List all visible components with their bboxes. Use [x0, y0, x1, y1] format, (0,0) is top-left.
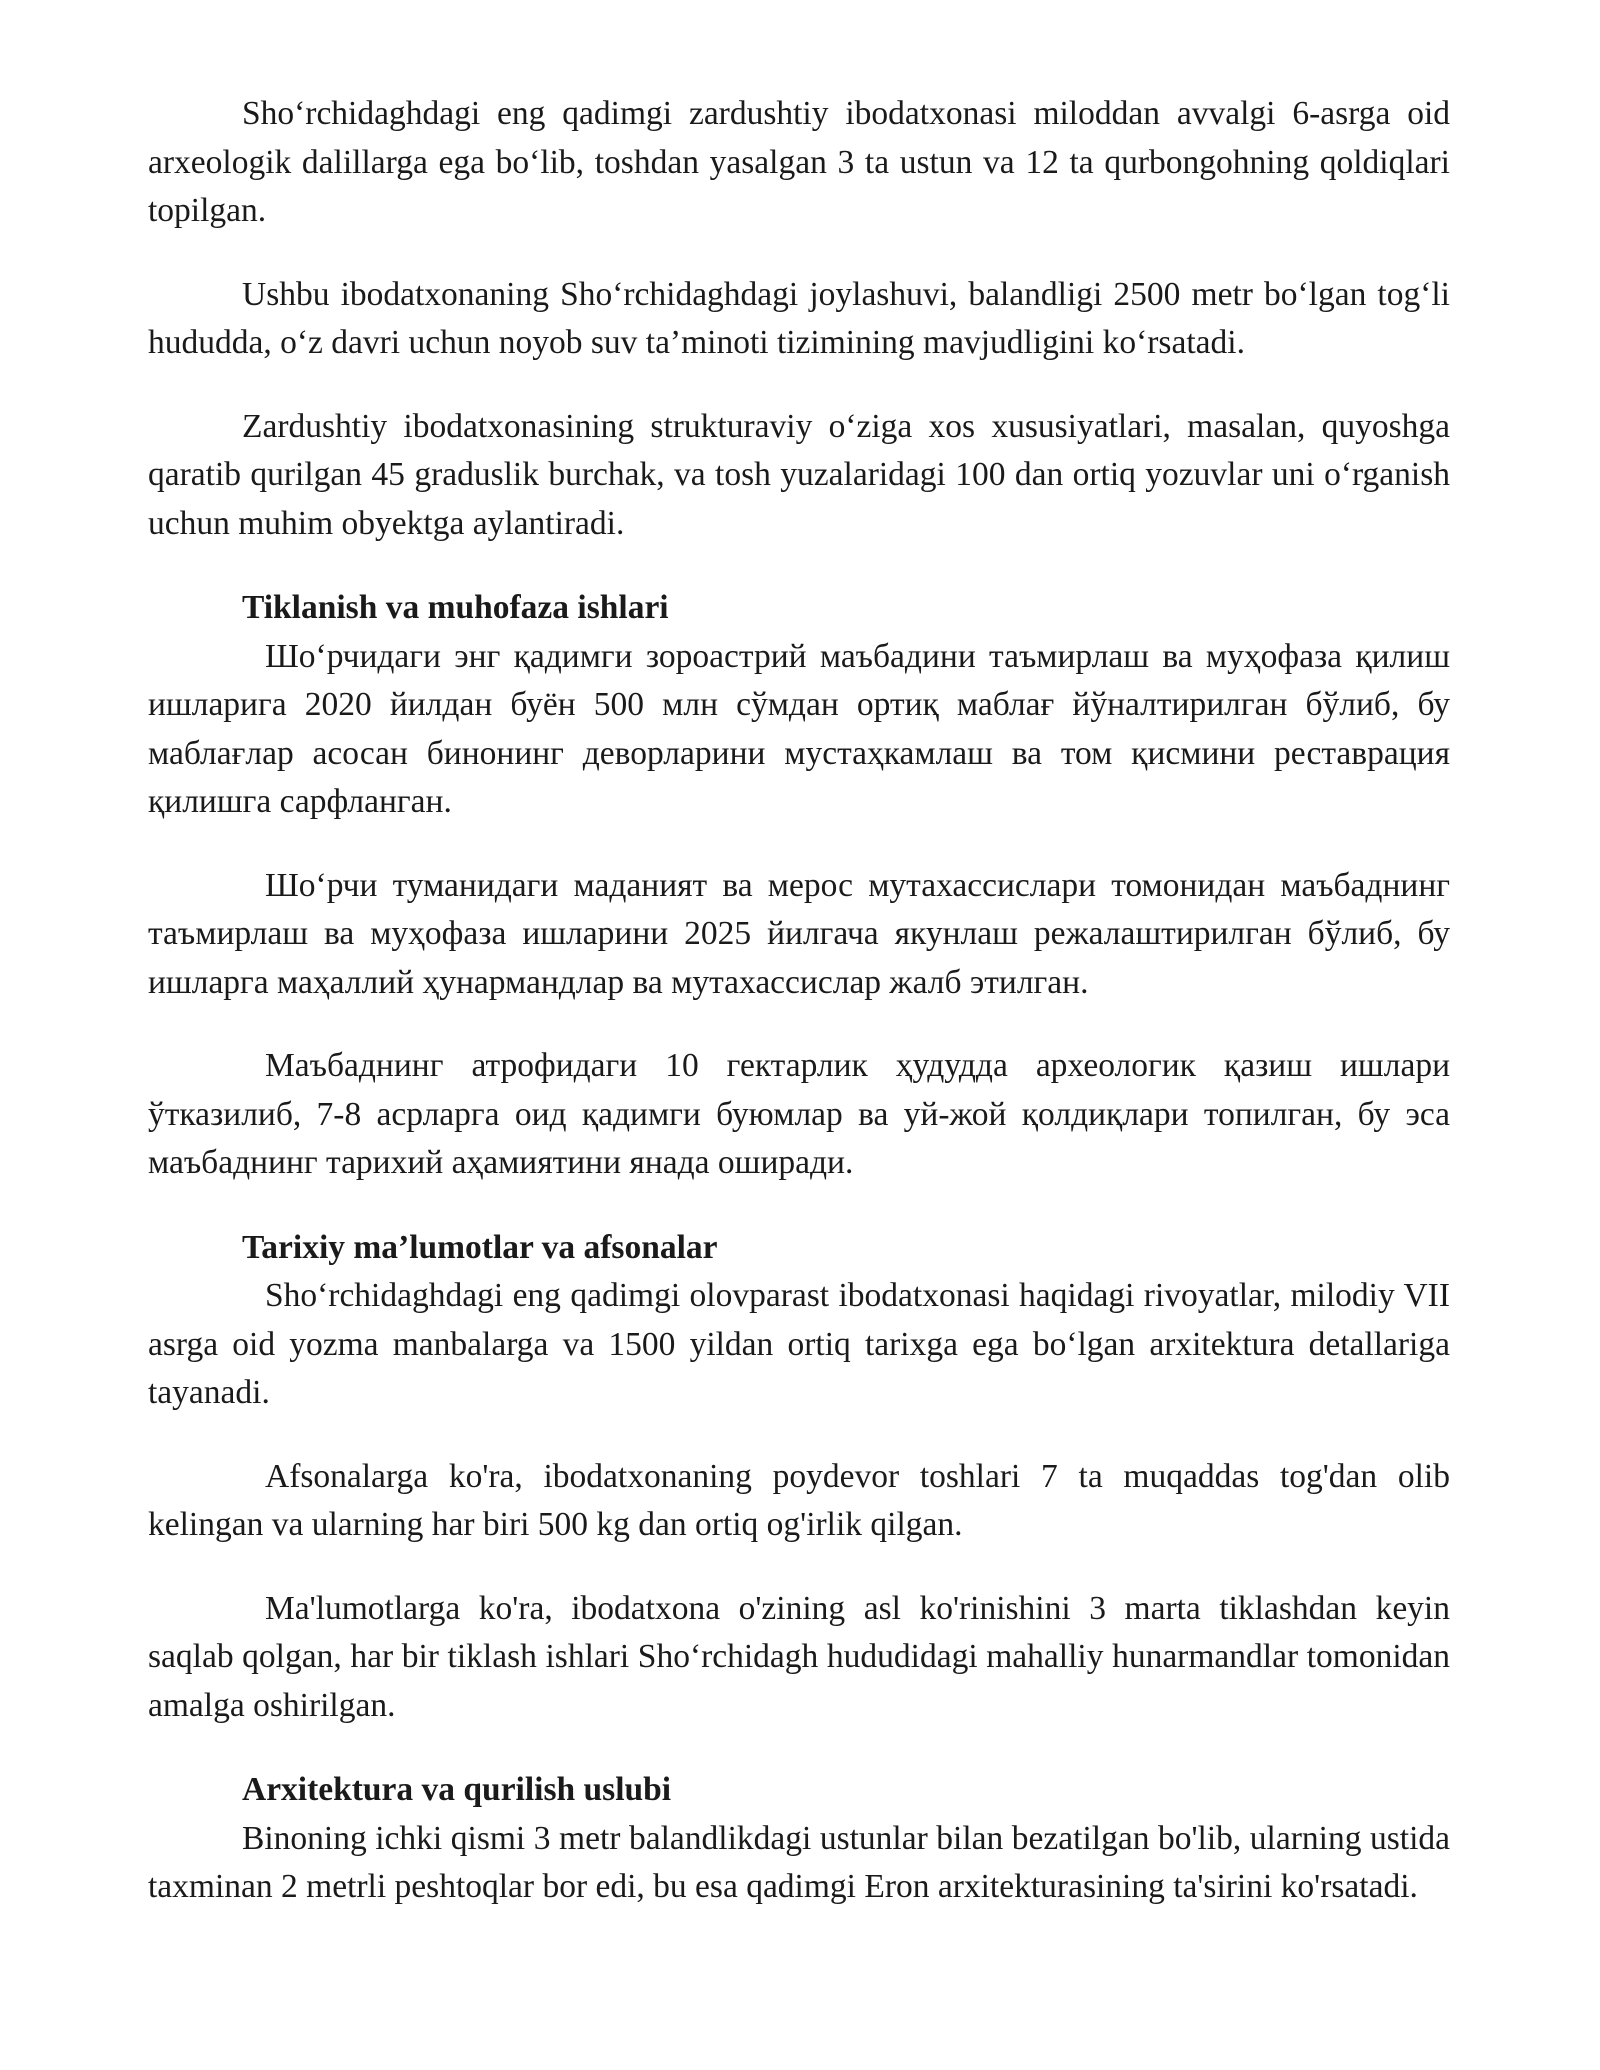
heading-restoration: Tiklanish va muhofaza ishlari [242, 589, 669, 626]
document-page [148, 90, 1450, 1912]
paragraph-restoration-1: Шо‘рчидаги энг қадимги зороастрий маъбадини таъмирлаш ва муҳофаза қилиш ишларига 2020 йилдан буён 500 млн сўмдан ортиқ маблағ йўналтирилган бўлиб, бу маблағлар асосан бинонинг деворларини мустаҳкамлаш ва том қисмини реставрация қилишга сарфланган. [148, 637, 1450, 820]
paragraph-history-2: Afsonalarga ko'ra, ibodatxonaning poydevor toshlari 7 ta muqaddas tog'dan olib kelingan va ularning har biri 500 kg dan ortiq og'irlik qilgan. [148, 1457, 1450, 1543]
paragraph-restoration-2: Шо‘рчи туманидаги маданият ва мерос мутахассислари томонидан маъбаднинг таъмирлаш ва муҳофаза ишларини 2025 йилгача якунлаш режалаштирилган бўлиб, бу ишларга маҳаллий ҳунармандлар ва мутахассислар жалб этилган. [148, 866, 1450, 1001]
paragraph-restoration-3: Маъбаднинг атрофидаги 10 гектарлик ҳудудда археологик қазиш ишлари ўтказилиб, 7-8 асрларга оид қадимги буюмлар ва уй-жой қолдиқлари топилган, бу эса маъбаднинг тарихий аҳамиятини янада оширади. [148, 1047, 1450, 1181]
paragraph-intro-1: Sho‘rchidaghdagi eng qadimgi zardushtiy ibodatxonasi miloddan avvalgi 6-asrga oid arxeologik dalillarga ega bo‘lib, toshdan yasalgan 3 ta ustun va 12 ta qurbongohning qoldiqlari topilgan. [148, 95, 1450, 229]
heading-architecture: Arxitektura va qurilish uslubi [242, 1771, 672, 1808]
paragraph-history-1: Sho‘rchidaghdagi eng qadimgi olovparast ibodatxonasi haqidagi rivoyatlar, milodiy VII asrga oid yozma manbalarga va 1500 yildan ortiq tarixga ega bo‘lgan arxitektura detallariga tayanadi. [148, 1277, 1450, 1411]
paragraph-intro-3: Zardushtiy ibodatxonasining strukturaviy o‘ziga xos xususiyatlari, masalan, quyoshga qaratib qurilgan 45 graduslik burchak, va tosh yuzalaridagi 100 dan ortiq yozuvlar uni o‘rganish uchun muhim obyektga aylantiradi. [148, 407, 1450, 542]
paragraph-history-3: Ma'lumotlarga ko'ra, ibodatxona o'zining asl ko'rinishini 3 marta tiklashdan keyin saqlab qolgan, har bir tiklash ishlari Sho‘rchidagh hududidagi mahalliy hunarmandlar tomonidan amalga oshirilgan. [148, 1589, 1450, 1724]
paragraph-intro-2: Ushbu ibodatxonaning Sho‘rchidaghdagi joylashuvi, balandligi 2500 metr bo‘lgan tog‘li hududda, o‘z davri uchun noyob suv ta’minoti tizimining mavjudligini ko‘rsatadi. [148, 275, 1450, 361]
paragraph-architecture-1: Binoning ichki qismi 3 metr balandlikdagi ustunlar bilan bezatilgan bo'lib, ularning ustida taxminan 2 metrli peshtoqlar bor edi, bu esa qadimgi Eron arxitekturasining ta'sirini ko'rsatadi. [148, 1819, 1450, 1905]
heading-history: Tarixiy ma’lumotlar va afsonalar [242, 1228, 718, 1266]
